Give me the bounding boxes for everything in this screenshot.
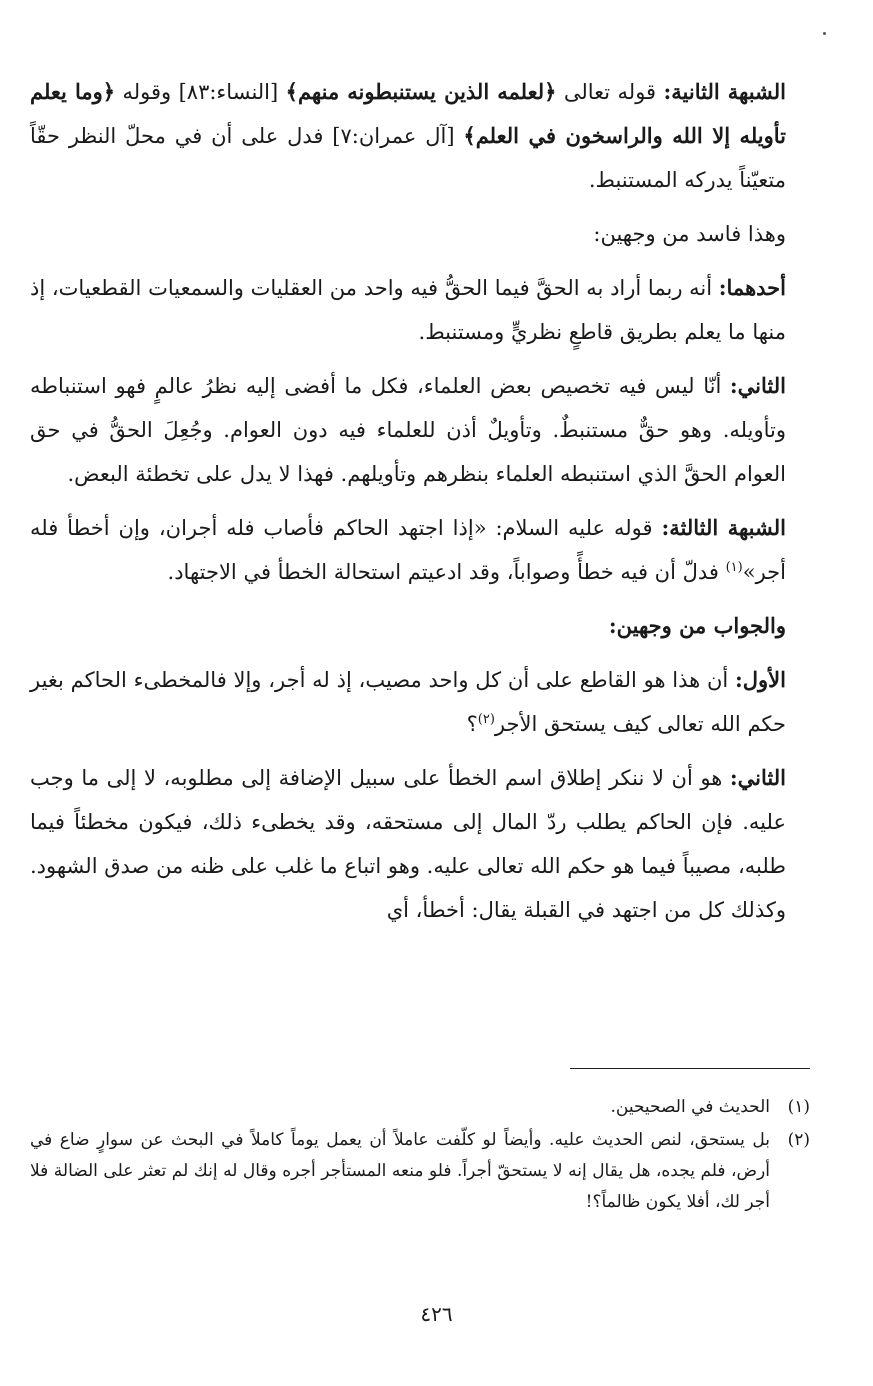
paragraph-answer-first xyxy=(30,658,808,746)
footnotes xyxy=(30,1092,810,1220)
footnote-text: الحديث في الصحيحين. xyxy=(610,1097,770,1117)
paragraph-lead: الشبهة الثالثة: xyxy=(661,515,786,540)
paragraph-lead: الثاني: xyxy=(729,373,786,398)
paragraph-second-aspect xyxy=(30,364,808,496)
paragraph-text: فدلّ أن فيه خطأً وصواباً، وقد ادعيتم استحالة الخطأ في الاجتهاد. xyxy=(167,560,726,584)
footnote-reference: (٢) xyxy=(477,712,495,727)
paragraph-lead: الشبهة الثانية: xyxy=(663,79,786,104)
paragraph-text: [النساء:٨٣] وقوله xyxy=(115,80,286,104)
footnote-text: بل يستحق، لنص الحديث عليه. وأيضاً لو كلّفت عاملاً أن يعمل يوماً كاملاً في البحث عن سوارٍ ضاع في أرض، فلم يجده، هل يقال إنه لا يستحقّ أجراً. فلو منعه المستأجر أجره وقال له إنك لم تعثر على الضالة فلا أجر لك، أفلا يكون ظالماً؟! xyxy=(30,1130,770,1212)
paragraph-first-aspect xyxy=(30,266,808,354)
paragraph-lead: الأول: xyxy=(735,667,786,692)
paragraph-text: [آل عمران:٧] فدل على أن في محلّ النظر حقّاً متعيّناً يدركه المستنبط. xyxy=(30,124,786,192)
page-number: ٤٢٦ xyxy=(420,1302,453,1326)
footnote-number: (٢) xyxy=(787,1130,810,1150)
footnote-reference: (١) xyxy=(725,560,743,575)
paragraph-text: والجواب من وجهين: xyxy=(608,613,786,638)
paragraph-text: أنه ربما أراد به الحقَّ فيما الحقُّ فيه واحد من العقليات والسمعيات القطعيات، إذ منها ما يعلم بطريق قاطعٍ نظريٍّ ومستنبط. xyxy=(30,276,786,344)
quran-quote: ﴿لعلمه الذين يستنبطونه منهم﴾ xyxy=(285,79,557,104)
quran-quote: ﴿وما يعلم تأويله إلا الله والراسخون في العلم﴾ xyxy=(30,79,786,148)
footnote-item xyxy=(30,1092,810,1123)
paragraph-answer-second xyxy=(30,756,808,932)
paragraph-text: أن هذا هو القاطع على أن كل واحد مصيب، إذ له أجر، وإلا فالمخطىء الحاكم بغير حكم الله تعالى كيف يستحق الأجر xyxy=(30,668,786,736)
paragraph-lead: أحدهما: xyxy=(718,275,786,300)
footnote-item xyxy=(30,1125,810,1218)
paragraph-text: أنّا ليس فيه تخصيص بعض العلماء، فكل ما أفضى إليه نظرُ عالمٍ فهو استنباطه وتأويله. وهو حقٌّ مستنبطٌ. وتأويلٌ أذن للعلماء فيه دون العوام. وجُعِلَ الحقُّ في حق العوام الحقَّ الذي استنبطه العلماء بنظرهم وتأويلهم. فهذا لا يدل على تخطئة البعض. xyxy=(30,374,786,486)
paragraph-text: قوله تعالى xyxy=(556,80,664,104)
paragraph-third-doubt xyxy=(30,506,808,594)
paragraph-answer-intro xyxy=(30,604,808,648)
page-body xyxy=(30,70,808,942)
paragraph-lead: الثاني: xyxy=(729,765,786,790)
footnote-number: (١) xyxy=(787,1097,810,1117)
paragraph-text: هو أن لا ننكر إطلاق اسم الخطأ على سبيل الإضافة إلى مطلوبه، لا إلى ما وجب عليه. فإن الحاكم يطلب ردّ المال إلى مستحقه، وقد يخطىء ذلك، فيكون مخطئاً فيما طلبه، مصيباً فيما هو حكم الله تعالى عليه. وهو اتباع ما غلب على ظنه من صدق الشهود. وكذلك كل من اجتهد في القبلة يقال: أخطأ، أي xyxy=(30,766,786,922)
paragraph-text: قوله عليه السلام: «إذا اجتهد الحاكم فأصاب فله أجران، وإن أخطأ فله أجر» xyxy=(30,516,786,584)
paragraph-text: وهذا فاسد من وجهين: xyxy=(593,222,786,246)
margin-dot xyxy=(823,32,826,35)
paragraph-second-doubt xyxy=(30,70,808,202)
paragraph-rebuttal-intro xyxy=(30,212,808,256)
footnote-separator xyxy=(570,1068,810,1069)
paragraph-text: ؟ xyxy=(466,712,478,736)
